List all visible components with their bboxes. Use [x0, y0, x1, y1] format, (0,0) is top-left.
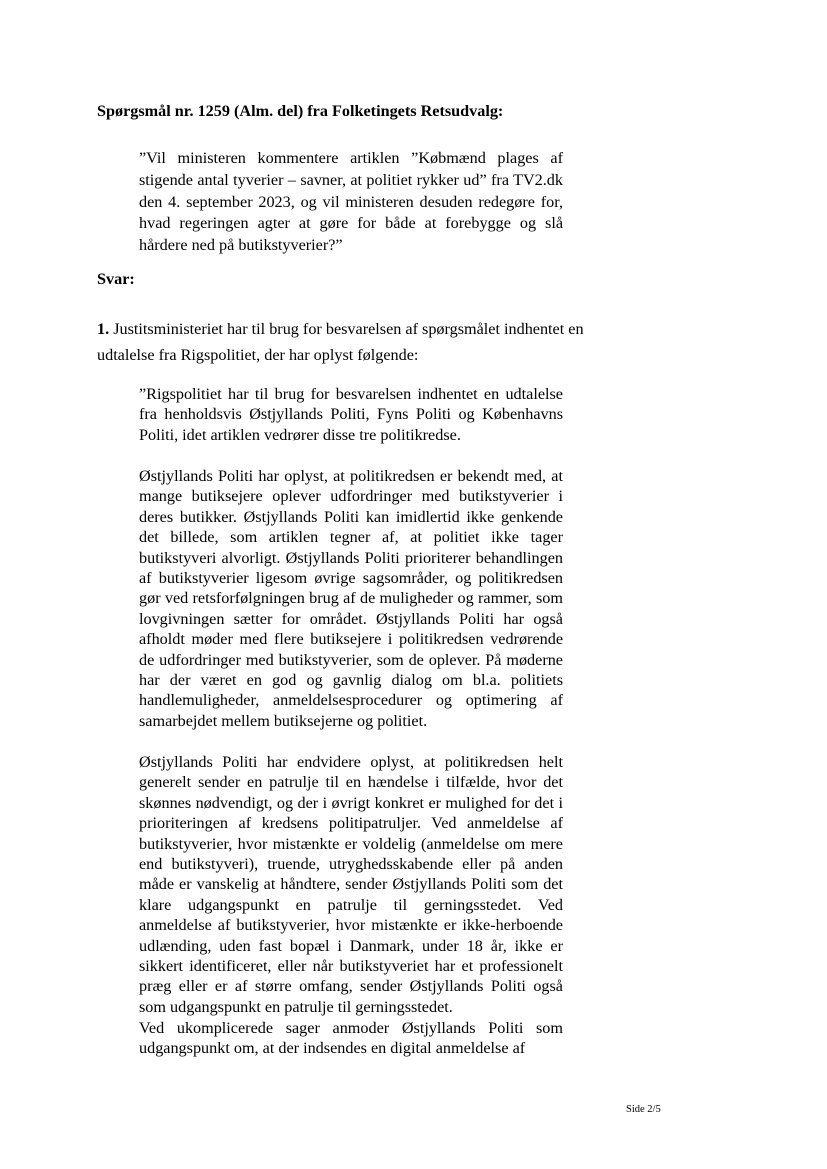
quote-paragraph: Østjyllands Politi har endvidere oplyst, at politikredsen helt generelt sender en patrulje til en hændelse i tilfælde, hvor det skønnes nødvendigt, og der i øvrigt konkret er mulighed for det i prioriteringen af kredsens politipatruljer. Ved anmeldelse af butikstyverier, hvor mistænkte er voldelig (anmeldelse om mere end butikstyveri), truende, utryghedsskabende eller på anden måde er vanskelig at håndtere, sender Østjyllands Politi som det klare udgangspunkt en patrulje til gerningsstedet. Ved anmeldelse af butikstyverier, hvor mistænkte er ikke-herboende udlænding, uden fast bopæl i Danmark, under 18 år, ikke er sikkert identificeret, eller når butikstyveriet har et professionelt præg eller er af større omfang, sender Østjyllands Politi også som udgangspunkt en patrulje til gerningsstedet. [139, 753, 563, 1016]
quote-paragraph: Østjyllands Politi har oplyst, at politikredsen er bekendt med, at mange butiksejere oplever udfordringer med butikstyverier i deres butikker. Østjyllands Politi kan imidlertid ikke genkende det billede, som artiklen tegner af, at politiet ikke tager butikstyveri alvorligt. Østjyllands Politi prioriterer behandlingen af butikstyverier ligesom øvrige sagsområder, og politikredsen gør ved retsforfølgningen brug af de muligheder og rammer, som lovgivningen sætter for området. Østjyllands Politi har også afholdt møder med flere butiksejere i politikredsen vedrørende de udfordringer med butikstyverier, som de oplever. På møderne har der været en god og gavnlig dialog om bl.a. politiets handlemuligheder, anmeldelsesprocedurer og optimering af samarbejdet mellem butiksejerne og politiet. [139, 467, 563, 730]
section-number: 1. [97, 320, 110, 338]
intro-text: Justitsministeriet har til brug for besvarelsen af spørgsmålet indhentet en udtalelse fra Rigspolitiet, der har oplyst følgende: [97, 320, 584, 364]
question-text: ”Vil ministeren kommentere artiklen ”Købmænd plages af stigende antal tyverier – savner, at politiet rykker ud” fra TV2.dk den 4. september 2023, og vil ministeren desuden redegøre for, hvad regeringen agter at gøre for både at forebygge og slå hårdere ned på butikstyverier?” [139, 149, 563, 255]
quote-paragraph: ”Rigspolitiet har til brug for besvarelsen indhentet en udtalelse fra henholdsvis Østjyllands Politi, Fyns Politi og Københavns Politi, idet artiklen vedrører disse tre politikredse. [139, 385, 563, 444]
question-heading: Spørgsmål nr. 1259 (Alm. del) fra Folketingets Retsudvalg: [97, 102, 504, 120]
page-number: Side 2/5 [626, 1104, 661, 1115]
answer-intro [97, 316, 617, 368]
answer-heading: Svar: [97, 270, 135, 288]
quote-paragraph: Ved ukomplicerede sager anmoder Østjyllands Politi som udgangspunkt om, at der indsendes en digital anmeldelse af [139, 1019, 563, 1058]
